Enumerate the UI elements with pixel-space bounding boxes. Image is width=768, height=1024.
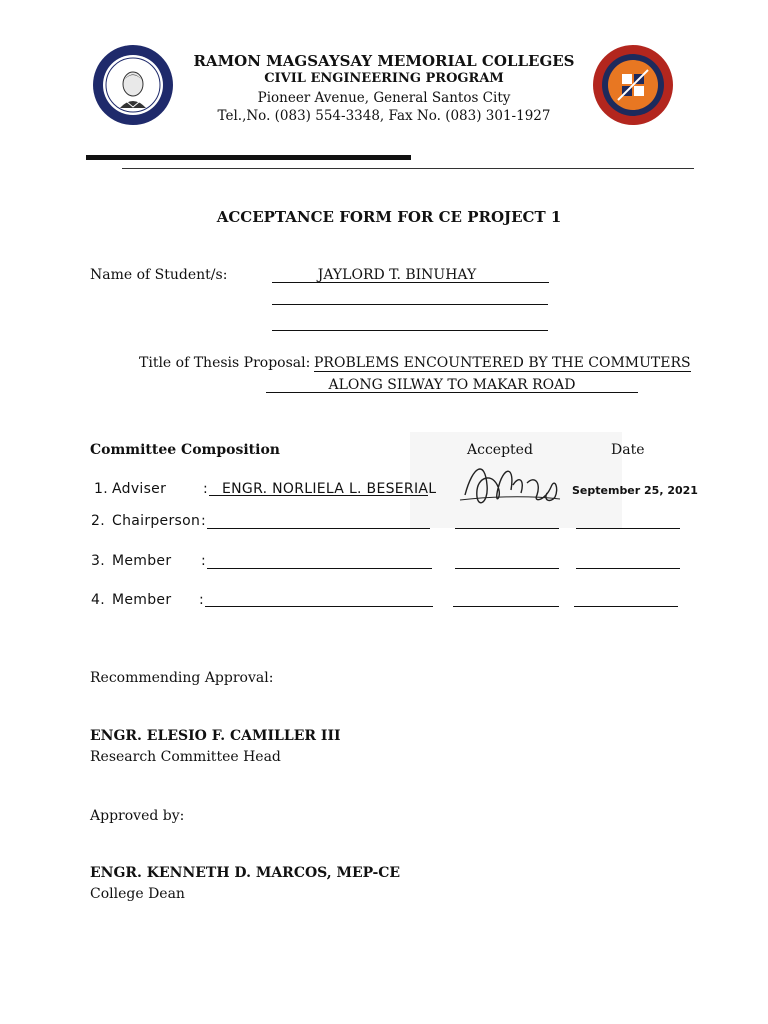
student-line-1 (272, 282, 549, 283)
thesis-title-line2[interactable]: ALONG SILWAY TO MAKAR ROAD (328, 377, 576, 393)
student-name-1[interactable]: JAYLORD T. BINUHAY (317, 267, 477, 283)
approved-label: Approved by: (90, 808, 185, 824)
row-3-name-line (207, 568, 432, 569)
row-2-name-line (207, 528, 430, 529)
row-3-name[interactable] (209, 553, 429, 569)
row-1-number: 1. (94, 481, 108, 497)
row-2-name[interactable] (209, 513, 429, 529)
adviser-signature-icon (455, 455, 565, 515)
thin-divider (122, 168, 694, 169)
row-1-role: Adviser (112, 481, 167, 497)
row-2-accepted-line (455, 528, 559, 529)
row-2-number: 2. (91, 513, 105, 529)
accepted-header: Accepted (467, 442, 533, 458)
recommending-label: Recommending Approval: (90, 670, 274, 686)
thick-divider (86, 155, 411, 160)
row-1-name[interactable]: ENGR. NORLIELA L. BESERIAL (222, 481, 437, 497)
row-3-role: Member (112, 553, 172, 569)
row-4-name-line (205, 606, 433, 607)
row-2-date-line (576, 528, 680, 529)
recommending-position: Research Committee Head (90, 749, 281, 765)
row-1-colon: : (203, 481, 209, 497)
row-4-number: 4. (91, 592, 105, 608)
contact-info: Tel.,No. (083) 554-3348, Fax No. (083) 301-1927 (217, 108, 551, 124)
program-name: CIVIL ENGINEERING PROGRAM (264, 71, 504, 86)
committee-heading: Committee Composition (90, 442, 280, 458)
student-name-3[interactable] (272, 315, 548, 331)
row-3-date[interactable] (576, 553, 680, 569)
address: Pioneer Avenue, General Santos City (257, 90, 511, 106)
date-header: Date (611, 442, 645, 458)
row-3-colon: : (201, 553, 207, 569)
approved-name: ENGR. KENNETH D. MARCOS, MEP-CE (90, 865, 401, 881)
student-label: Name of Student/s: (90, 267, 228, 283)
row-2-role: Chairperson (112, 513, 201, 529)
form-title: ACCEPTANCE FORM FOR CE PROJECT 1 (216, 208, 562, 226)
row-4-accepted-line (453, 606, 559, 607)
row-2-colon: : (201, 513, 207, 529)
row-2-date[interactable] (576, 513, 680, 529)
college-name: RAMON MAGSAYSAY MEMORIAL COLLEGES (193, 52, 575, 70)
thesis-title-text-1: PROBLEMS ENCOUNTERED BY THE COMMUTERS (314, 355, 691, 371)
thesis-label: Title of Thesis Proposal: (139, 355, 311, 371)
student-line-3 (272, 330, 548, 331)
right-logo (592, 44, 674, 126)
student-line-2 (272, 304, 548, 305)
civil-engineering-seal-icon (592, 44, 674, 126)
row-3-number: 3. (91, 553, 105, 569)
row-3-date-line (576, 568, 680, 569)
row-4-role: Member (112, 592, 172, 608)
recommending-name: ENGR. ELESIO F. CAMILLER III (90, 728, 341, 744)
thesis-line-2 (266, 392, 638, 393)
row-1-date[interactable]: September 25, 2021 (572, 484, 698, 497)
approved-position: College Dean (90, 886, 185, 902)
row-1-name-line (209, 495, 428, 496)
left-logo (92, 44, 174, 126)
row-4-date-line (574, 606, 678, 607)
rmmc-seal-icon (92, 44, 174, 126)
row-3-accepted-line (455, 568, 559, 569)
row-4-colon: : (199, 592, 205, 608)
thesis-title-line1[interactable] (314, 355, 691, 371)
adviser-signature (455, 455, 565, 515)
student-name-2[interactable] (272, 289, 549, 305)
